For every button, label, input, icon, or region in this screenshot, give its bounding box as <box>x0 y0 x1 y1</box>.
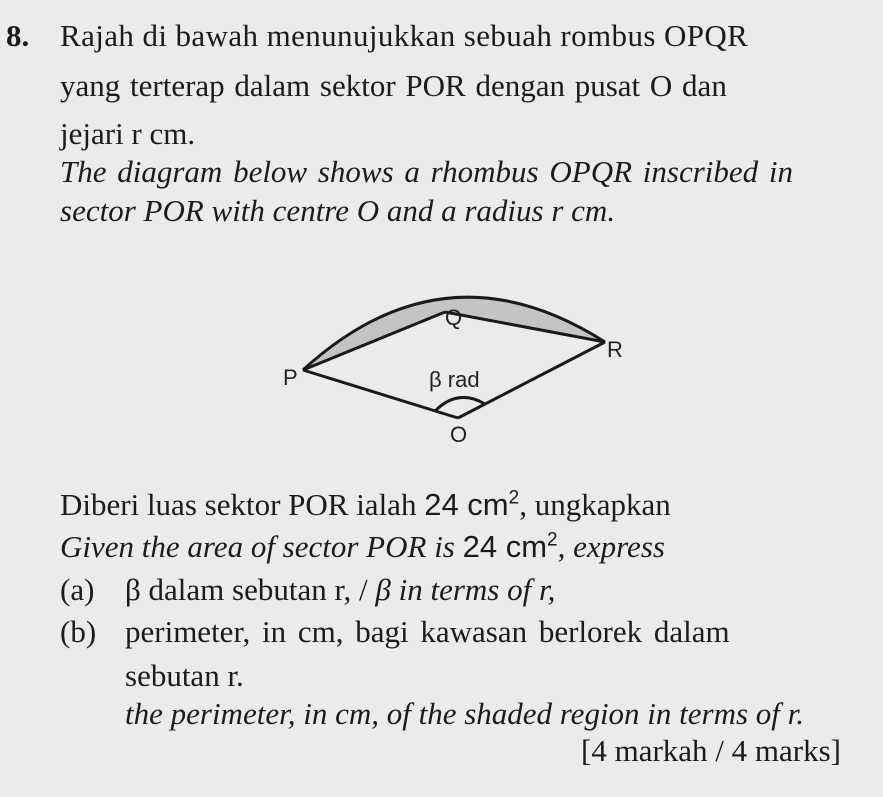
intro-ms-line-3: jejari r cm. <box>60 116 196 151</box>
label-r: R <box>607 337 623 362</box>
given-ms-suffix: , ungkapkan <box>519 487 671 522</box>
part-a-en: β in terms of r, <box>375 572 556 607</box>
marks-text: [4 markah / 4 marks] <box>581 733 841 768</box>
label-p: P <box>283 365 298 390</box>
label-o: O <box>450 422 468 445</box>
intro-ms-line-2: yang terterap dalam sektor POR dengan pusat O dan <box>60 68 727 103</box>
rhombus-sector-diagram <box>275 250 655 445</box>
given-en-prefix: Given the area of sector POR is <box>60 529 455 564</box>
given-ms-prefix: Diberi luas sektor POR ialah <box>60 487 417 522</box>
part-b-en-line: the perimeter, in cm, of the shaded region in terms of r. <box>125 696 805 731</box>
label-angle: β rad <box>429 367 480 392</box>
given-en-suffix: , express <box>557 529 665 564</box>
part-a-label: (a) <box>60 572 95 607</box>
part-b-ms-line-2: sebutan r. <box>125 658 244 693</box>
given-ms-value: 24 cm <box>424 487 509 522</box>
intro-ms-line-1 <box>60 18 855 54</box>
intro-ms-line-1-text: Rajah di bawah menunujukkan sebuah rombus OPQR <box>60 18 749 53</box>
given-en-line <box>60 529 665 565</box>
given-ms-line <box>60 487 671 523</box>
question-number: 8. <box>6 18 30 53</box>
part-b-ms-line-1: perimeter, in cm, bagi kawasan berlorek dalam <box>125 614 730 649</box>
given-en-superscript: 2 <box>547 529 558 551</box>
intro-en-line-2: sector POR with centre O and a radius r cm. <box>60 193 616 228</box>
marks-label <box>581 733 841 769</box>
part-a-ms: β dalam sebutan r, / <box>125 572 368 607</box>
label-q: Q <box>445 305 463 330</box>
side-ro <box>458 342 605 418</box>
intro-en-line-1: The diagram below shows a rhombus OPQR inscribed in <box>60 154 794 189</box>
part-b-label: (b) <box>60 614 97 649</box>
given-en-value: 24 cm <box>462 529 548 564</box>
part-a-line <box>125 572 555 608</box>
given-ms-superscript: 2 <box>508 487 520 509</box>
